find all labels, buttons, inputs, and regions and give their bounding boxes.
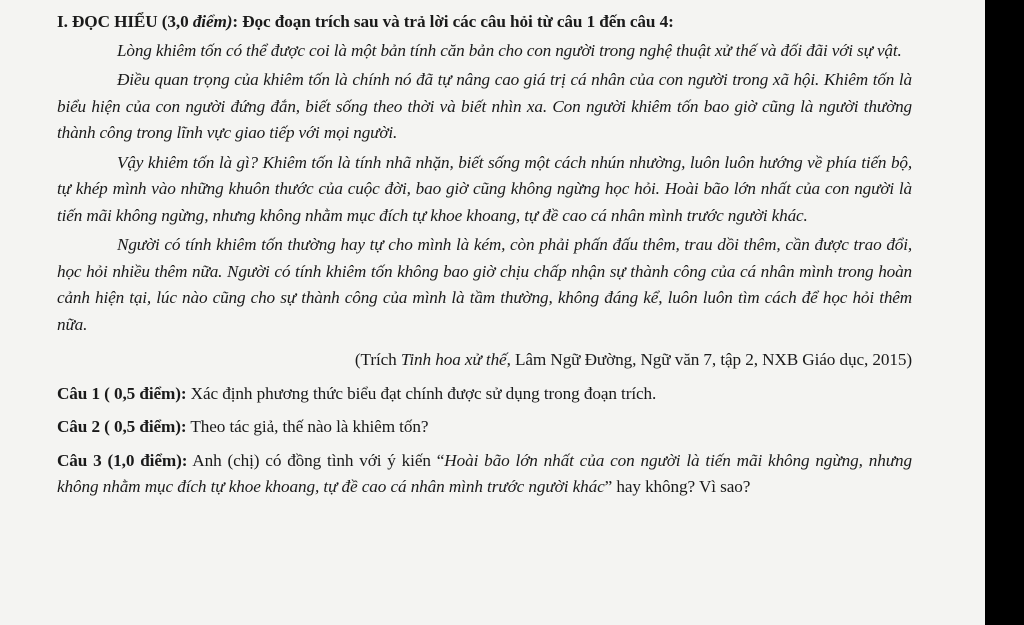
exam-content (57, 9, 912, 501)
citation-prefix: (Trích (354, 350, 401, 369)
heading-instruction: : Đọc đoạn trích sau và trả lời các câu hỏi từ câu 1 đến câu 4: (232, 12, 674, 31)
question-3-text-after: ” hay không? Vì sao? (604, 477, 751, 496)
heading-prefix: I. ĐỌC HIỂU (3,0 (57, 12, 193, 31)
section-heading (57, 9, 912, 36)
question-2-label: Câu 2 ( 0,5 điểm): (57, 417, 187, 436)
right-black-border (985, 0, 1024, 625)
question-1-label: Câu 1 ( 0,5 điểm): (57, 383, 187, 403)
question-3 (57, 448, 912, 501)
source-citation (57, 347, 912, 374)
question-3-label: Câu 3 (1,0 điểm): (57, 450, 188, 470)
question-2 (57, 414, 912, 441)
question-1 (57, 381, 912, 408)
passage-paragraph-2: Điều quan trọng của khiêm tốn là chính nó đã tự nâng cao giá trị cá nhân của con người trong xã hội. Khiêm tốn là biểu hiện của con người đứng đắn, biết sống theo thời và biết nhìn xa. Con người khiêm tốn bao giờ cũng là người thường thành công trong lĩnh vực giao tiếp với mọi người. (57, 70, 912, 142)
heading-points: điểm) (192, 12, 233, 31)
passage-paragraph-4: Người có tính khiêm tốn thường hay tự cho mình là kém, còn phải phấn đấu thêm, trau dồi thêm, cần được trao đổi, học hỏi nhiều thêm nữa. Người có tính khiêm tốn không bao giờ chịu chấp nhận sự thành công của cá nhân mình trong hoàn cảnh hiện tại, lúc nào cũng cho sự thành công của mình là tầm thường, không đáng kể, luôn luôn tìm cách để học hỏi thêm nữa. (57, 235, 912, 334)
citation-suffix: , Lâm Ngữ Đường, Ngữ văn 7, tập 2, NXB Giáo dục, 2015) (506, 350, 912, 369)
citation-title: Tinh hoa xử thế (400, 350, 507, 369)
question-2-text: Theo tác giả, thế nào là khiêm tốn? (186, 417, 429, 436)
question-3-text-before: Anh (chị) có đồng tình với ý kiến “ (187, 450, 445, 470)
passage-paragraph-3: Vậy khiêm tốn là gì? Khiêm tốn là tính nhã nhặn, biết sống một cách nhún nhường, luôn luôn hướng về phía tiến bộ, tự khép mình vào những khuôn thước của cuộc đời, bao giờ cũng không ngừng học hỏi. Hoài bão lớn nhất của con người là tiến mãi không ngừng, nhưng không nhằm mục đích tự khoe khoang, tự đề cao cá nhân mình trước người khác. (57, 152, 912, 225)
passage-paragraph-1: Lòng khiêm tốn có thể được coi là một bản tính căn bản cho con người trong nghệ thuật xử thế và đối đãi với sự vật. (117, 40, 902, 60)
question-1-text: Xác định phương thức biểu đạt chính được sử dụng trong đoạn trích. (186, 383, 657, 403)
question-3-quote: Hoài bão lớn nhất của con người là tiến mãi không ngừng, nhưng không nhằm mục đích tự khoe khoang, tự đề cao cá nhân mình trước người khác (57, 450, 912, 496)
